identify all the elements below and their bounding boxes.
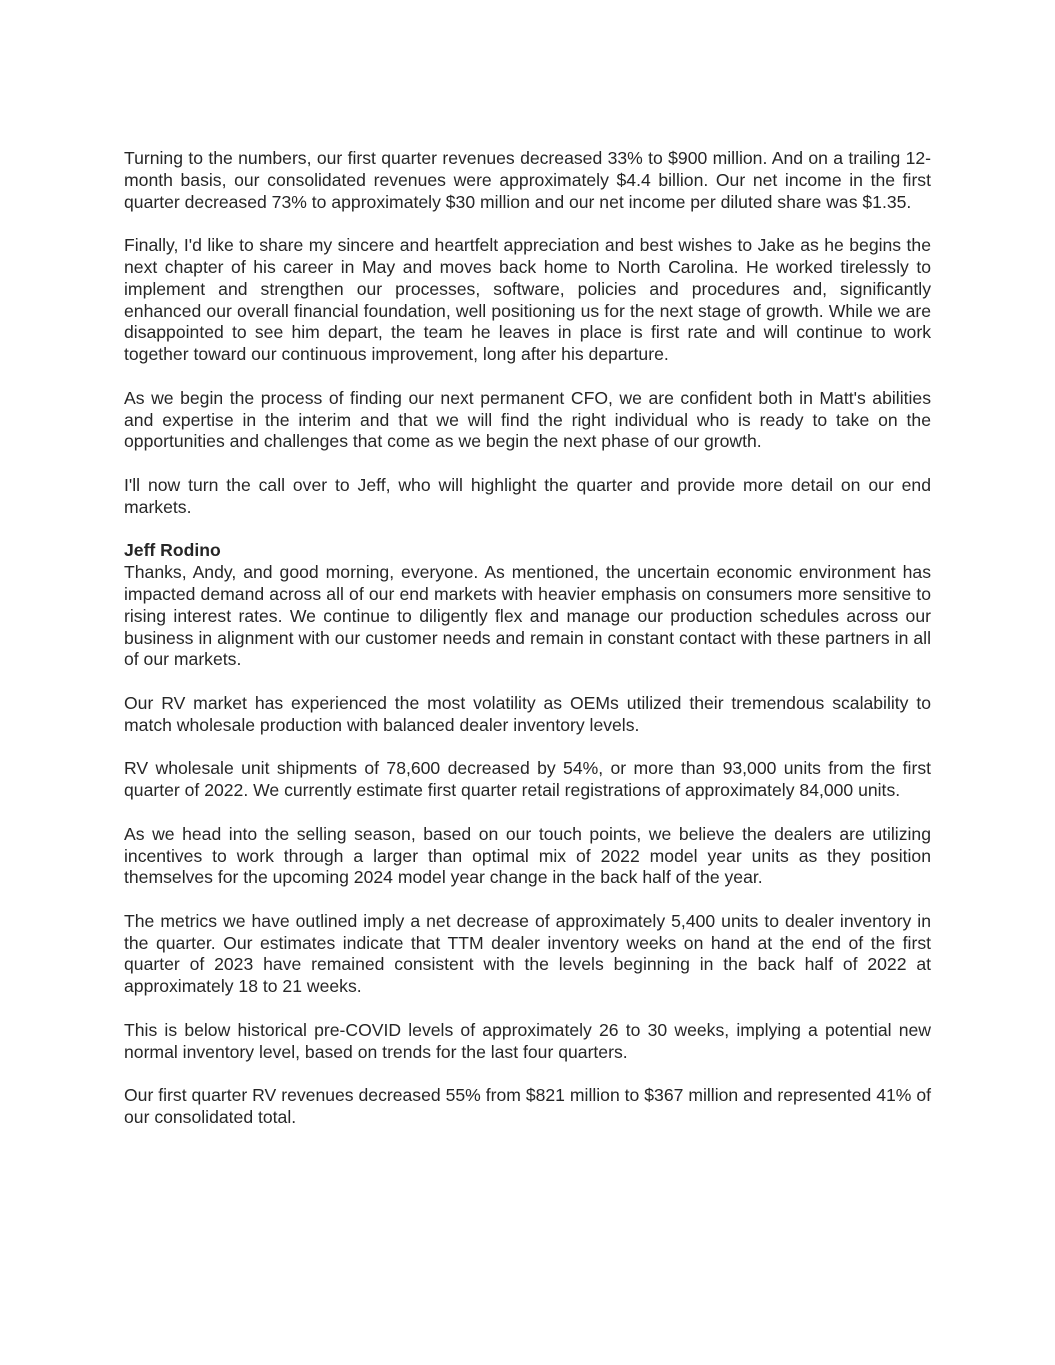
paragraph-rv-revenues: Our first quarter RV revenues decreased 55% from $821 million to $367 million and represented 41% of our consolidated total. — [124, 1085, 931, 1128]
paragraph-jeff-opening: Thanks, Andy, and good morning, everyone. As mentioned, the uncertain economic environment has impacted demand across all of our end markets with heavier emphasis on consumers more sensitive to rising interest rates. We continue to diligently flex and manage our production schedules across our business in alignment with our customer needs and remain in constant contact with these partners in all of our markets. — [124, 562, 931, 670]
paragraph-handoff: I'll now turn the call over to Jeff, who will highlight the quarter and provide more detail on our end markets. — [124, 474, 931, 517]
paragraph-rv-shipments: RV wholesale unit shipments of 78,600 decreased by 54%, or more than 93,000 units from the first quarter of 2022. We currently estimate first quarter retail registrations of approximately 84,000 units. — [124, 758, 931, 801]
paragraph-cfo-farewell: Finally, I'd like to share my sincere and heartfelt appreciation and best wishes to Jake as he begins the next chapter of his career in May and moves back home to North Carolina. He worked tirelessly to implement and strengthen our processes, software, policies and procedures and, significantly enhanced our overall financial foundation, well positioning us for the next stage of growth. While we are disappointed to see him depart, the team he leaves in place is first rate and will continue to work together toward our continuous improvement, long after his departure. — [124, 235, 931, 365]
paragraph-dealer-inventory: The metrics we have outlined imply a net decrease of approximately 5,400 units to dealer inventory in the quarter. Our estimates indicate that TTM dealer inventory weeks on hand at the end of the first quarter of 2023 have remained consistent with the levels beginning in the back half of 2022 at approximately 18 to 21 weeks. — [124, 910, 931, 997]
paragraph-rv-volatility: Our RV market has experienced the most volatility as OEMs utilized their tremendous scalability to match wholesale production with balanced dealer inventory levels. — [124, 692, 931, 735]
paragraph-q1-results: Turning to the numbers, our first quarter revenues decreased 33% to $900 million. And on a trailing 12-month basis, our consolidated revenues were approximately $4.4 billion. Our net income in the first quarter decreased 73% to approximately $30 million and our net income per diluted share was $1.35. — [124, 148, 931, 212]
paragraph-cfo-search: As we begin the process of finding our next permanent CFO, we are confident both in Matt's abilities and expertise in the interim and that we will find the right individual who is ready to take on the opportunities and challenges that come as we begin the next phase of our growth. — [124, 387, 931, 452]
paragraph-selling-season: As we head into the selling season, based on our touch points, we believe the dealers are utilizing incentives to work through a larger than optimal mix of 2022 model year units as they position themselves for the upcoming 2024 model year change in the back half of the year. — [124, 823, 931, 888]
paragraph-pre-covid-levels: This is below historical pre-COVID levels of approximately 26 to 30 weeks, implying a potential new normal inventory level, based on trends for the last four quarters. — [124, 1019, 931, 1062]
document-page — [124, 148, 931, 1151]
speaker-name: Jeff Rodino — [124, 540, 221, 561]
